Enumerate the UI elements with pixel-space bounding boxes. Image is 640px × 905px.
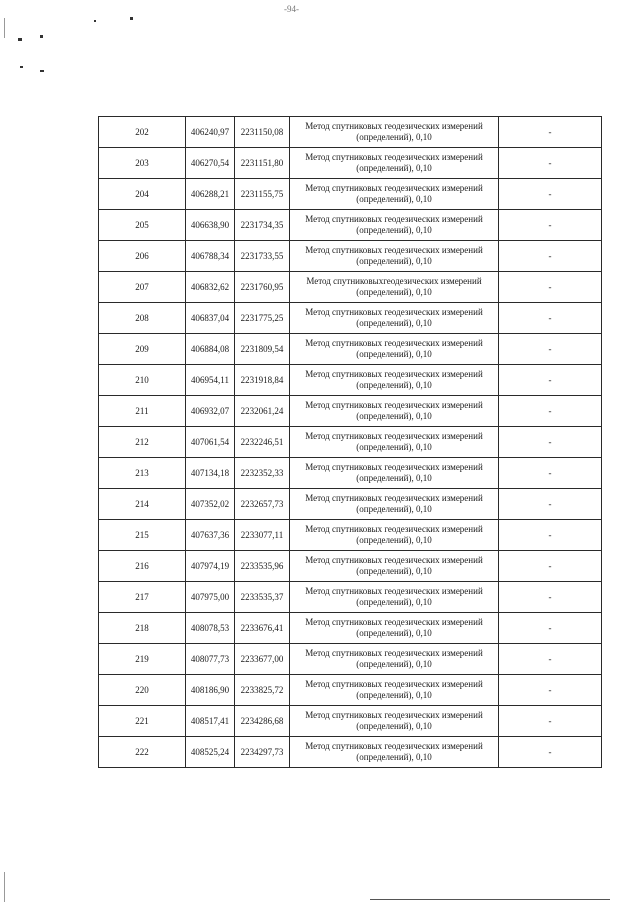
- method-cell: Метод спутниковых геодезических измерений (определений), 0,10: [290, 396, 499, 427]
- point-number-cell: 212: [99, 427, 186, 458]
- method-cell: Метод спутниковых геодезических измерений (определений), 0,10: [290, 179, 499, 210]
- point-number-cell: 203: [99, 148, 186, 179]
- point-number-cell: 218: [99, 613, 186, 644]
- y-coordinate-cell: 2234297,73: [235, 737, 290, 768]
- note-cell: -: [499, 706, 602, 737]
- method-cell: Метод спутниковых геодезических измерений (определений), 0,10: [290, 737, 499, 768]
- x-coordinate-cell: 407974,19: [186, 551, 235, 582]
- y-coordinate-cell: 2231760,95: [235, 272, 290, 303]
- point-number-cell: 206: [99, 241, 186, 272]
- page-number: -94-: [284, 4, 299, 14]
- method-cell: Метод спутниковых геодезических измерений (определений), 0,10: [290, 458, 499, 489]
- scan-speck: [40, 70, 44, 72]
- method-cell: Метод спутниковых геодезических измерений (определений), 0,10: [290, 117, 499, 148]
- method-cell: Метод спутниковых геодезических измерений (определений), 0,10: [290, 148, 499, 179]
- table-row: [99, 706, 602, 737]
- x-coordinate-cell: 406288,21: [186, 179, 235, 210]
- scan-speck: [94, 20, 96, 22]
- x-coordinate-cell: 407061,54: [186, 427, 235, 458]
- table-row: [99, 303, 602, 334]
- point-number-cell: 202: [99, 117, 186, 148]
- y-coordinate-cell: 2231809,54: [235, 334, 290, 365]
- note-cell: -: [499, 551, 602, 582]
- x-coordinate-cell: 407352,02: [186, 489, 235, 520]
- method-cell: Метод спутниковых геодезических измерений (определений), 0,10: [290, 582, 499, 613]
- table-row: [99, 613, 602, 644]
- note-cell: -: [499, 582, 602, 613]
- table-row: [99, 179, 602, 210]
- note-cell: -: [499, 520, 602, 551]
- y-coordinate-cell: 2233676,41: [235, 613, 290, 644]
- table-row: [99, 675, 602, 706]
- x-coordinate-cell: 408186,90: [186, 675, 235, 706]
- note-cell: -: [499, 303, 602, 334]
- note-cell: -: [499, 179, 602, 210]
- x-coordinate-cell: 408078,53: [186, 613, 235, 644]
- y-coordinate-cell: 2233077,11: [235, 520, 290, 551]
- table-row: [99, 489, 602, 520]
- method-cell: Метод спутниковых геодезических измерений (определений), 0,10: [290, 241, 499, 272]
- y-coordinate-cell: 2233535,96: [235, 551, 290, 582]
- x-coordinate-cell: 406832,62: [186, 272, 235, 303]
- method-cell: Метод спутниковых геодезических измерений (определений), 0,10: [290, 613, 499, 644]
- table-row: [99, 551, 602, 582]
- method-cell: Метод спутниковых геодезических измерений (определений), 0,10: [290, 520, 499, 551]
- method-cell: Метод спутниковых геодезических измерений (определений), 0,10: [290, 210, 499, 241]
- scan-edge-line: [4, 18, 5, 38]
- note-cell: -: [499, 117, 602, 148]
- note-cell: -: [499, 458, 602, 489]
- table-row: [99, 644, 602, 675]
- method-cell: Метод спутниковых геодезических измерений (определений), 0,10: [290, 303, 499, 334]
- point-number-cell: 213: [99, 458, 186, 489]
- x-coordinate-cell: 408525,24: [186, 737, 235, 768]
- note-cell: -: [499, 613, 602, 644]
- y-coordinate-cell: 2231151,80: [235, 148, 290, 179]
- point-number-cell: 214: [99, 489, 186, 520]
- table-row: [99, 582, 602, 613]
- note-cell: -: [499, 334, 602, 365]
- scan-speck: [18, 38, 22, 41]
- x-coordinate-cell: 408517,41: [186, 706, 235, 737]
- scan-speck: [130, 17, 133, 20]
- table-row: [99, 148, 602, 179]
- y-coordinate-cell: 2233535,37: [235, 582, 290, 613]
- point-number-cell: 219: [99, 644, 186, 675]
- scan-edge-line: [4, 872, 5, 902]
- x-coordinate-cell: 406270,54: [186, 148, 235, 179]
- y-coordinate-cell: 2231734,35: [235, 210, 290, 241]
- point-number-cell: 204: [99, 179, 186, 210]
- note-cell: -: [499, 427, 602, 458]
- table-row: [99, 241, 602, 272]
- point-number-cell: 220: [99, 675, 186, 706]
- table-row: [99, 334, 602, 365]
- y-coordinate-cell: 2233825,72: [235, 675, 290, 706]
- table-row: [99, 365, 602, 396]
- method-cell: Метод спутниковых геодезических измерений (определений), 0,10: [290, 427, 499, 458]
- note-cell: -: [499, 737, 602, 768]
- y-coordinate-cell: 2231150,08: [235, 117, 290, 148]
- coordinates-table: [98, 116, 602, 768]
- x-coordinate-cell: 406954,11: [186, 365, 235, 396]
- method-cell: Метод спутниковых геодезических измерений (определений), 0,10: [290, 551, 499, 582]
- point-number-cell: 216: [99, 551, 186, 582]
- point-number-cell: 222: [99, 737, 186, 768]
- note-cell: -: [499, 396, 602, 427]
- y-coordinate-cell: 2232246,51: [235, 427, 290, 458]
- x-coordinate-cell: 407975,00: [186, 582, 235, 613]
- table-row: [99, 272, 602, 303]
- note-cell: -: [499, 241, 602, 272]
- method-cell: Метод спутниковых геодезических измерений (определений), 0,10: [290, 675, 499, 706]
- table-row: [99, 458, 602, 489]
- y-coordinate-cell: 2231918,84: [235, 365, 290, 396]
- method-cell: Метод спутниковых геодезических измерений (определений), 0,10: [290, 489, 499, 520]
- note-cell: -: [499, 675, 602, 706]
- y-coordinate-cell: 2231155,75: [235, 179, 290, 210]
- y-coordinate-cell: 2232061,24: [235, 396, 290, 427]
- table-row: [99, 210, 602, 241]
- x-coordinate-cell: 406884,08: [186, 334, 235, 365]
- x-coordinate-cell: 406837,04: [186, 303, 235, 334]
- point-number-cell: 217: [99, 582, 186, 613]
- note-cell: -: [499, 148, 602, 179]
- method-cell: Метод спутниковыхгеодезических измерений (определений), 0,10: [290, 272, 499, 303]
- note-cell: -: [499, 489, 602, 520]
- method-cell: Метод спутниковых геодезических измерений (определений), 0,10: [290, 365, 499, 396]
- note-cell: -: [499, 365, 602, 396]
- table-row: [99, 117, 602, 148]
- method-cell: Метод спутниковых геодезических измерений (определений), 0,10: [290, 644, 499, 675]
- x-coordinate-cell: 406788,34: [186, 241, 235, 272]
- table-row: [99, 427, 602, 458]
- point-number-cell: 210: [99, 365, 186, 396]
- y-coordinate-cell: 2232352,33: [235, 458, 290, 489]
- point-number-cell: 215: [99, 520, 186, 551]
- x-coordinate-cell: 406240,97: [186, 117, 235, 148]
- table-row: [99, 737, 602, 768]
- method-cell: Метод спутниковых геодезических измерений (определений), 0,10: [290, 706, 499, 737]
- x-coordinate-cell: 408077,73: [186, 644, 235, 675]
- y-coordinate-cell: 2233677,00: [235, 644, 290, 675]
- note-cell: -: [499, 272, 602, 303]
- table-row: [99, 396, 602, 427]
- x-coordinate-cell: 406638,90: [186, 210, 235, 241]
- y-coordinate-cell: 2231775,25: [235, 303, 290, 334]
- x-coordinate-cell: 406932,07: [186, 396, 235, 427]
- point-number-cell: 207: [99, 272, 186, 303]
- method-cell: Метод спутниковых геодезических измерений (определений), 0,10: [290, 334, 499, 365]
- point-number-cell: 221: [99, 706, 186, 737]
- scan-speck: [20, 66, 23, 68]
- table-row: [99, 520, 602, 551]
- y-coordinate-cell: 2231733,55: [235, 241, 290, 272]
- footer-rule: [370, 899, 610, 900]
- point-number-cell: 211: [99, 396, 186, 427]
- x-coordinate-cell: 407134,18: [186, 458, 235, 489]
- point-number-cell: 205: [99, 210, 186, 241]
- note-cell: -: [499, 210, 602, 241]
- coordinates-table-body: [99, 117, 602, 768]
- scan-speck: [40, 35, 43, 38]
- note-cell: -: [499, 644, 602, 675]
- y-coordinate-cell: 2232657,73: [235, 489, 290, 520]
- point-number-cell: 209: [99, 334, 186, 365]
- x-coordinate-cell: 407637,36: [186, 520, 235, 551]
- y-coordinate-cell: 2234286,68: [235, 706, 290, 737]
- point-number-cell: 208: [99, 303, 186, 334]
